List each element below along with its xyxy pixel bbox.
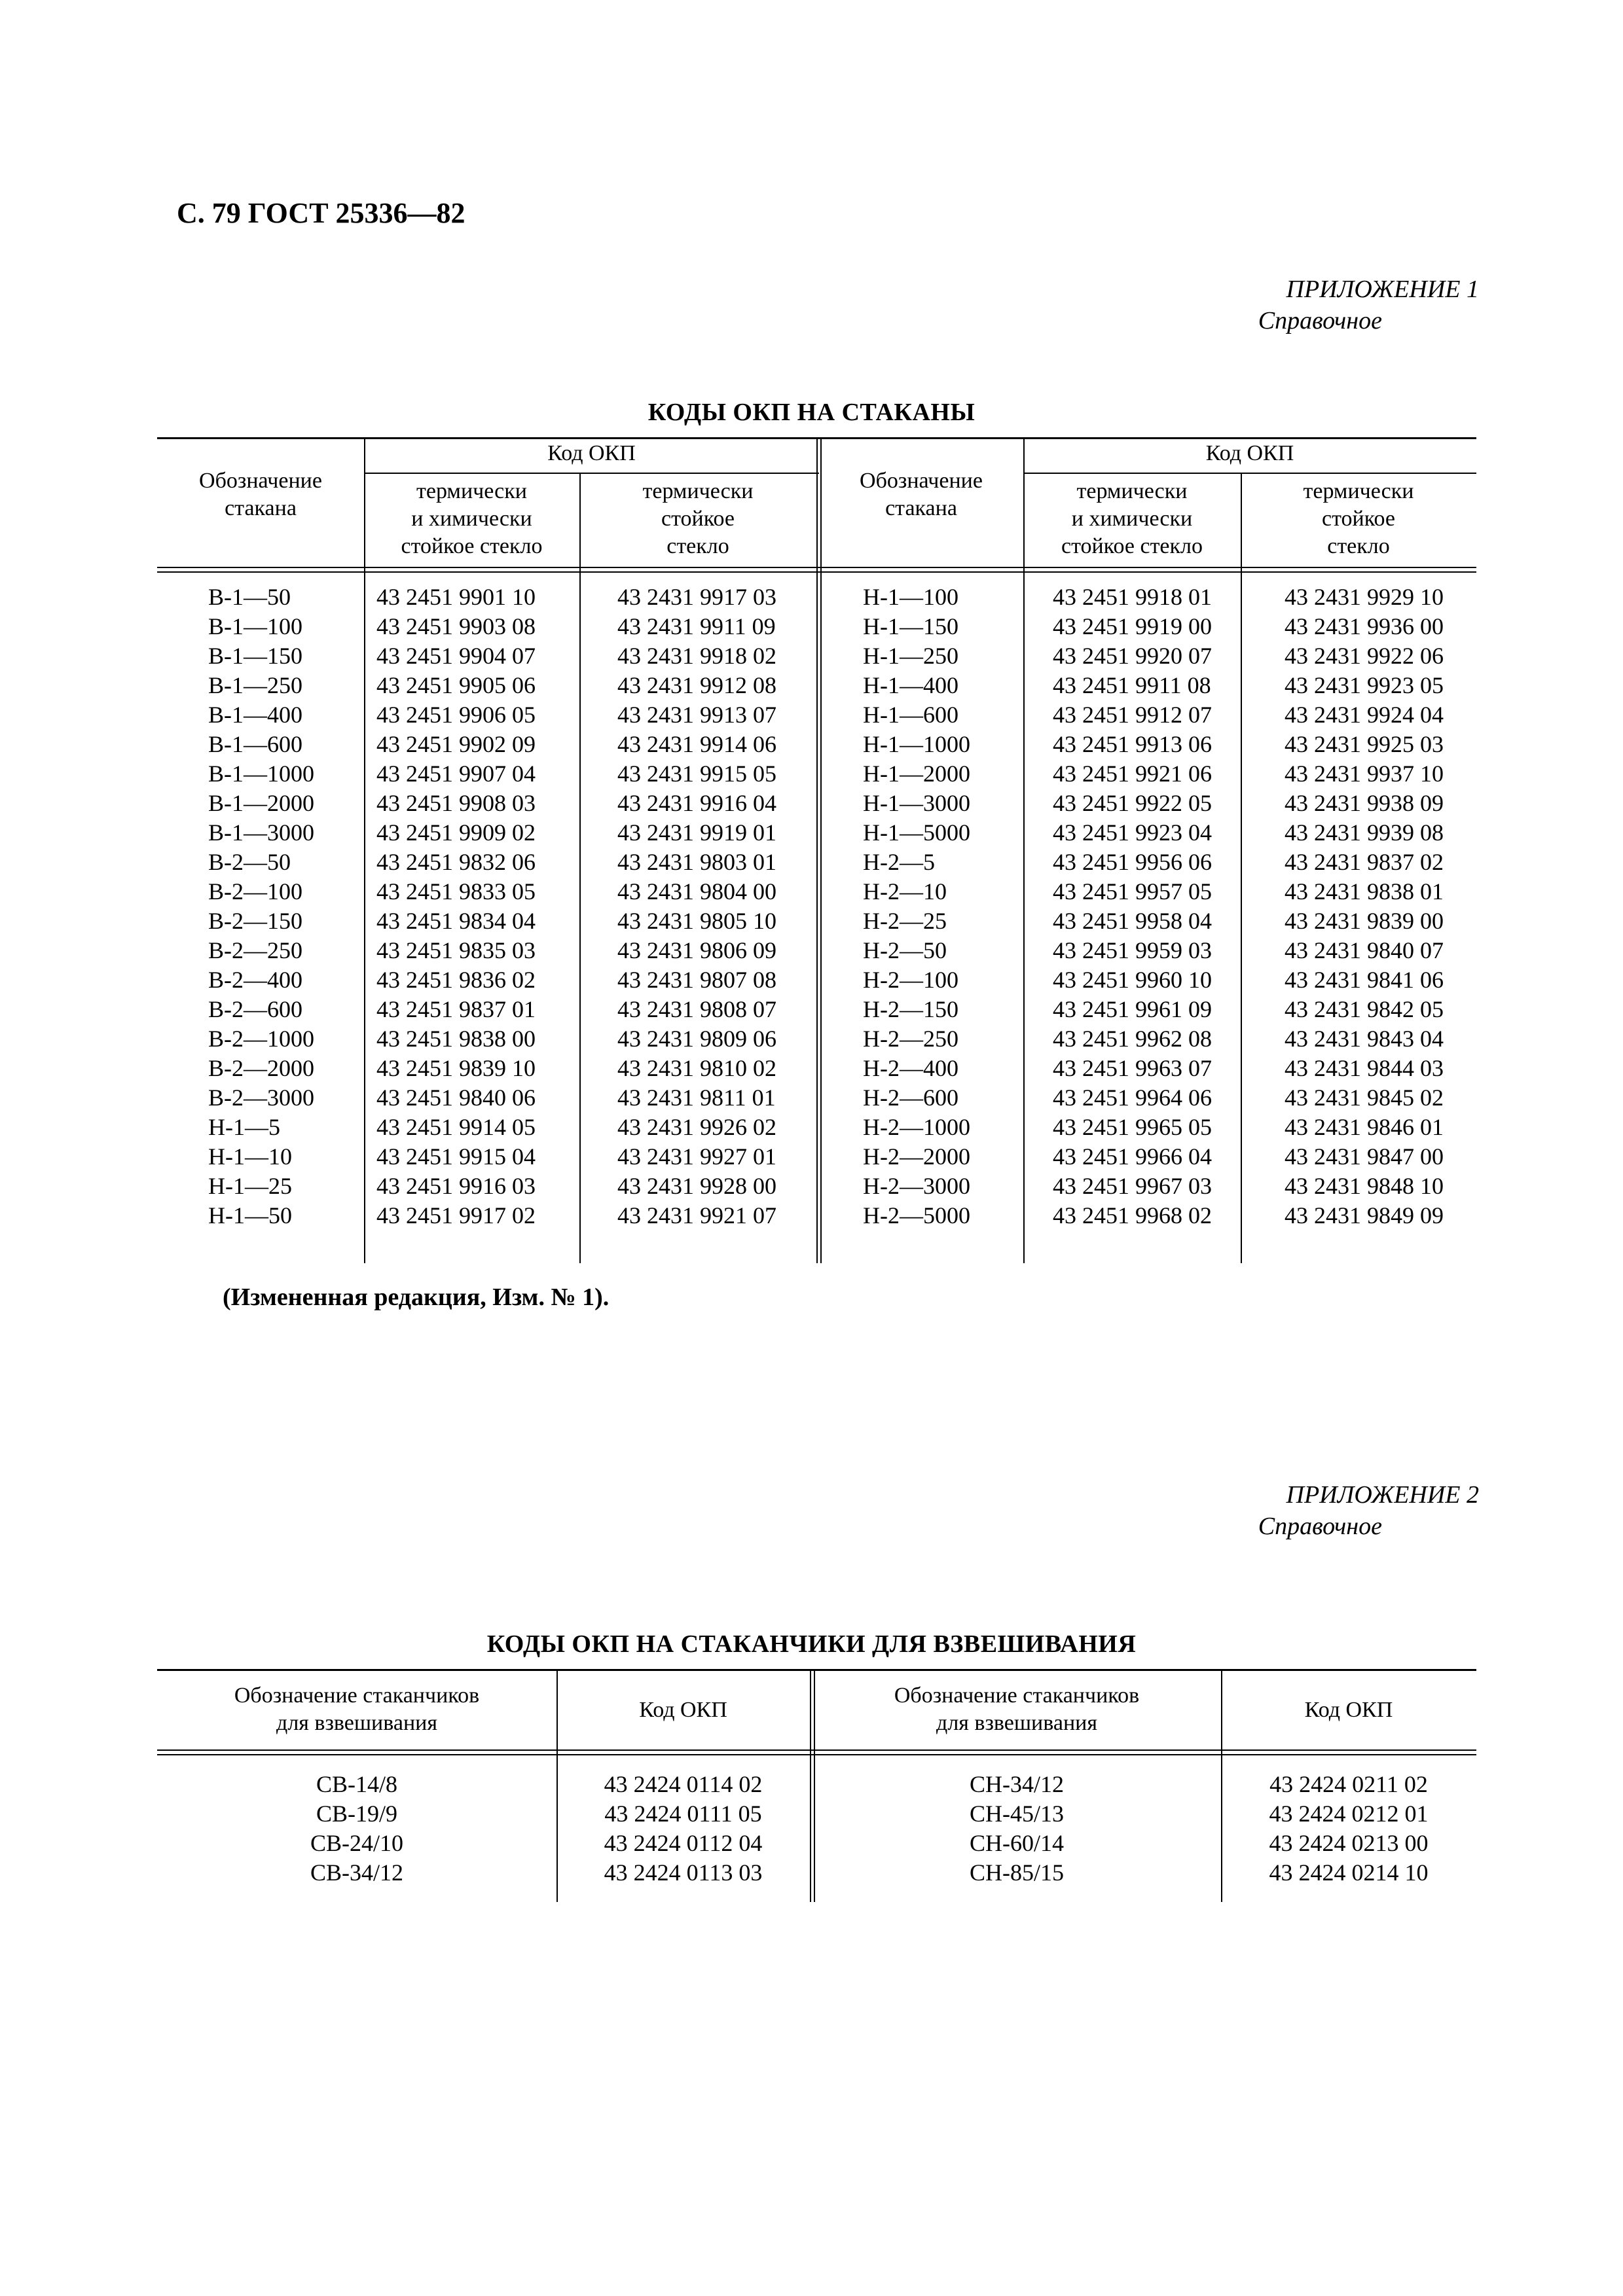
table-cell: 43 2451 9956 06 [1053,849,1212,875]
table-cell: В-1—100 [208,613,302,639]
table-1-code-rule-left [364,473,819,474]
table-cell: В-1—250 [208,672,302,698]
table-cell: 43 2431 9810 02 [617,1055,776,1081]
table-1-header-col-a-left: термически и химически стойкое стекло [401,479,543,558]
table-cell: 43 2424 0112 04 [604,1830,763,1856]
table-cell: 43 2431 9839 00 [1285,908,1444,934]
table-cell: 43 2431 9924 04 [1285,702,1444,728]
table-cell: Н-2—5 [863,849,935,875]
table-cell: 43 2431 9838 01 [1285,878,1444,905]
table-cell: 43 2431 9804 00 [617,878,776,905]
table-cell: 43 2431 9846 01 [1285,1114,1444,1140]
table-1-right-designation-column [863,583,970,1230]
table-1-center-double-vline [816,437,822,1263]
table-cell: 43 2451 9922 05 [1053,790,1212,816]
table-cell: Н-1—100 [863,584,958,610]
table-1-header-col-b-right: термически стойкое стекло [1303,479,1414,558]
table-cell: 43 2431 9916 04 [617,790,776,816]
table-1-vline [364,437,365,1263]
table-cell: 43 2431 9915 05 [617,761,776,787]
table-1-header-col-a-right: термически и химически стойкое стекло [1061,479,1203,558]
table-cell: Н-1—10 [208,1143,292,1170]
table-cell: 43 2451 9917 02 [376,1202,536,1229]
table-1-vline [579,473,581,1263]
table-cell: 43 2424 0214 10 [1269,1859,1429,1886]
table-1-header-code-group-right: Код ОКП [1205,441,1294,465]
table-cell: Н-2—2000 [863,1143,970,1170]
table-cell: В-1—600 [208,731,302,757]
appendix-1-label: ПРИЛОЖЕНИЕ 1 [1286,276,1479,303]
table-cell: В-1—2000 [208,790,314,816]
table-2-header-code-right: Код ОКП [1304,1698,1393,1722]
table-cell: 43 2431 9811 01 [617,1085,776,1111]
table-cell: 43 2451 9834 04 [376,908,536,934]
table-cell: 43 2451 9903 08 [376,613,536,639]
table-1-header-code-group-left: Код ОКП [547,441,636,465]
table-cell: 43 2451 9916 03 [376,1173,536,1199]
table-cell: 43 2424 0113 03 [604,1859,763,1886]
table-cell: 43 2451 9908 03 [376,790,536,816]
table-cell: Н-1—2000 [863,761,970,787]
table-1-header-designation-left: Обозначение стакана [199,469,322,520]
table-cell: 43 2431 9918 02 [617,643,776,669]
table-2-left-code-column [556,1770,810,1888]
table-cell: 43 2451 9923 04 [1053,819,1212,846]
table-cell: 43 2451 9963 07 [1053,1055,1212,1081]
table-1-left-code-a-column [376,583,536,1230]
table-cell: Н-2—400 [863,1055,958,1081]
table-cell: 43 2431 9848 10 [1285,1173,1444,1199]
table-cell: 43 2431 9803 01 [617,849,776,875]
table-cell: 43 2451 9967 03 [1053,1173,1212,1199]
table-cell: 43 2431 9912 08 [617,672,776,698]
table-cell: 43 2451 9904 07 [376,643,536,669]
table-cell: 43 2451 9906 05 [376,702,536,728]
table-cell: 43 2451 9958 04 [1053,908,1212,934]
table-cell: СН-85/15 [970,1859,1064,1886]
table-cell: 43 2431 9805 10 [617,908,776,934]
table-cell: 43 2451 9961 09 [1053,996,1212,1022]
table-cell: Н-2—100 [863,967,958,993]
table-cell: Н-1—5 [208,1114,280,1140]
table-cell: 43 2431 9938 09 [1285,790,1444,816]
table-cell: 43 2424 0211 02 [1269,1771,1428,1797]
table-cell: В-1—50 [208,584,291,610]
table-cell: СВ-19/9 [316,1801,397,1827]
table-cell: 43 2424 0114 02 [604,1771,763,1797]
table-cell: 43 2451 9837 01 [376,996,536,1022]
table-cell: 43 2431 9921 07 [617,1202,776,1229]
table-cell: 43 2451 9839 10 [376,1055,536,1081]
table-cell: В-2—400 [208,967,302,993]
table-cell: 43 2431 9927 01 [617,1143,776,1170]
table-1-title: КОДЫ ОКП НА СТАКАНЫ [647,399,976,426]
table-cell: Н-2—25 [863,908,947,934]
table-cell: 43 2431 9911 09 [617,613,776,639]
table-cell: 43 2431 9923 05 [1285,672,1444,698]
table-cell: 43 2451 9920 07 [1053,643,1212,669]
appendix-2-type: Справочное [1258,1513,1382,1540]
table-1-vline [1241,473,1242,1263]
table-1-header-col-b-left: термически стойкое стекло [642,479,754,558]
appendix-1-block [1258,274,1479,336]
table-cell: В-2—150 [208,908,302,934]
table-cell: 43 2431 9843 04 [1285,1026,1444,1052]
table-cell: 43 2431 9919 01 [617,819,776,846]
table-cell: Н-1—25 [208,1173,292,1199]
table-cell: 43 2431 9847 00 [1285,1143,1444,1170]
table-cell: 43 2451 9901 10 [376,584,536,610]
appendix-1-type: Справочное [1258,307,1382,334]
table-cell: В-2—1000 [208,1026,314,1052]
table-cell: 43 2451 9913 06 [1053,731,1212,757]
table-2-right-designation-column [812,1770,1221,1888]
table-cell: 43 2431 9917 03 [617,584,776,610]
table-cell: 43 2451 9964 06 [1053,1085,1212,1111]
table-cell: 43 2431 9840 07 [1285,937,1444,963]
table-2-left-designation-column [157,1770,556,1888]
table-1-left-designation-column [208,583,314,1230]
table-1-right-code-a-column [1053,583,1212,1230]
amendment-note: (Измененная редакция, Изм. № 1). [223,1283,610,1311]
table-1-left-code-b-column [617,583,776,1230]
table-cell: 43 2451 9966 04 [1053,1143,1212,1170]
table-cell: 43 2431 9922 06 [1285,643,1444,669]
table-cell: 43 2451 9914 05 [376,1114,536,1140]
appendix-2-block [1258,1479,1479,1542]
table-cell: 43 2451 9918 01 [1053,584,1212,610]
table-1-code-rule-right [1023,473,1476,474]
table-cell: 43 2431 9806 09 [617,937,776,963]
table-cell: 43 2451 9832 06 [376,849,536,875]
table-cell: Н-2—600 [863,1085,958,1111]
table-cell: В-2—2000 [208,1055,314,1081]
table-cell: 43 2431 9925 03 [1285,731,1444,757]
table-2-header-double-rule [157,1749,1476,1755]
table-cell: 43 2431 9837 02 [1285,849,1444,875]
table-cell: Н-2—250 [863,1026,958,1052]
table-2-header-designation-left: Обозначение стаканчиков для взвешивания [234,1683,480,1735]
table-cell: Н-1—5000 [863,819,970,846]
table-cell: 43 2431 9809 06 [617,1026,776,1052]
table-cell: 43 2451 9836 02 [376,967,536,993]
table-cell: 43 2451 9905 06 [376,672,536,698]
table-cell: 43 2431 9913 07 [617,702,776,728]
table-cell: 43 2451 9907 04 [376,761,536,787]
table-cell: 43 2451 9968 02 [1053,1202,1212,1229]
table-1-vline [1023,437,1025,1263]
table-cell: СВ-34/12 [310,1859,403,1886]
table-cell: 43 2431 9926 02 [617,1114,776,1140]
table-cell: 43 2451 9960 10 [1053,967,1212,993]
table-cell: 43 2451 9902 09 [376,731,536,757]
table-cell: Н-2—150 [863,996,958,1022]
table-cell: 43 2451 9911 08 [1053,672,1211,698]
table-cell: СВ-14/8 [316,1771,397,1797]
table-cell: 43 2424 0111 05 [604,1801,762,1827]
table-cell: 43 2451 9965 05 [1053,1114,1212,1140]
table-cell: 43 2431 9841 06 [1285,967,1444,993]
table-1-header-designation-right: Обозначение стакана [860,469,983,520]
table-cell: В-1—1000 [208,761,314,787]
table-cell: 43 2451 9909 02 [376,819,536,846]
table-cell: 43 2451 9833 05 [376,878,536,905]
table-cell: 43 2431 9937 10 [1285,761,1444,787]
table-cell: Н-1—600 [863,702,958,728]
table-cell: СВ-24/10 [310,1830,403,1856]
table-cell: 43 2431 9939 08 [1285,819,1444,846]
table-cell: 43 2431 9807 08 [617,967,776,993]
table-cell: В-2—600 [208,996,302,1022]
table-cell: 43 2451 9957 05 [1053,878,1212,905]
table-cell: В-2—3000 [208,1085,314,1111]
table-cell: 43 2451 9959 03 [1053,937,1212,963]
table-cell: В-2—100 [208,878,302,905]
table-cell: 43 2451 9921 06 [1053,761,1212,787]
table-cell: СН-45/13 [970,1801,1064,1827]
table-cell: В-1—3000 [208,819,314,846]
table-cell: 43 2431 9845 02 [1285,1085,1444,1111]
table-cell: 43 2431 9914 06 [617,731,776,757]
table-cell: Н-1—1000 [863,731,970,757]
table-cell: Н-1—150 [863,613,958,639]
table-cell: В-2—50 [208,849,291,875]
table-cell: В-1—150 [208,643,302,669]
table-1-right-code-b-column [1285,583,1444,1230]
table-cell: Н-2—10 [863,878,947,905]
table-cell: 43 2451 9840 06 [376,1085,536,1111]
table-cell: 43 2451 9915 04 [376,1143,536,1170]
table-cell: Н-2—50 [863,937,947,963]
table-2-title: КОДЫ ОКП НА СТАКАНЧИКИ ДЛЯ ВЗВЕШИВАНИЯ [486,1630,1137,1658]
table-cell: СН-34/12 [970,1771,1064,1797]
table-cell: 43 2451 9838 00 [376,1026,536,1052]
table-cell: 43 2431 9929 10 [1285,584,1444,610]
appendix-2-label: ПРИЛОЖЕНИЕ 2 [1286,1481,1479,1509]
table-cell: 43 2431 9842 05 [1285,996,1444,1022]
table-cell: 43 2451 9919 00 [1053,613,1212,639]
table-cell: 43 2424 0212 01 [1269,1801,1429,1827]
table-cell: Н-2—5000 [863,1202,970,1229]
table-cell: В-1—400 [208,702,302,728]
table-cell: 43 2451 9962 08 [1053,1026,1212,1052]
table-cell: 43 2431 9849 09 [1285,1202,1444,1229]
table-cell: Н-1—400 [863,672,958,698]
table-cell: Н-2—1000 [863,1114,970,1140]
table-cell: 43 2431 9808 07 [617,996,776,1022]
table-cell: Н-1—50 [208,1202,292,1229]
table-cell: 43 2424 0213 00 [1269,1830,1429,1856]
table-2-right-code-column [1221,1770,1476,1888]
table-2-header-code-left: Код ОКП [639,1698,727,1722]
table-cell: Н-2—3000 [863,1173,970,1199]
table-cell: СН-60/14 [970,1830,1064,1856]
table-cell: 43 2431 9928 00 [617,1173,776,1199]
table-cell: 43 2451 9835 03 [376,937,536,963]
table-2-header-designation-right: Обозначение стаканчиков для взвешивания [894,1683,1140,1735]
table-cell: 43 2431 9936 00 [1285,613,1444,639]
page-header: С. 79 ГОСТ 25336—82 [177,197,465,229]
table-cell: Н-1—250 [863,643,958,669]
table-cell: 43 2431 9844 03 [1285,1055,1444,1081]
table-cell: Н-1—3000 [863,790,970,816]
table-2-top-rule [157,1669,1476,1671]
table-cell: 43 2451 9912 07 [1053,702,1212,728]
table-cell: В-2—250 [208,937,302,963]
